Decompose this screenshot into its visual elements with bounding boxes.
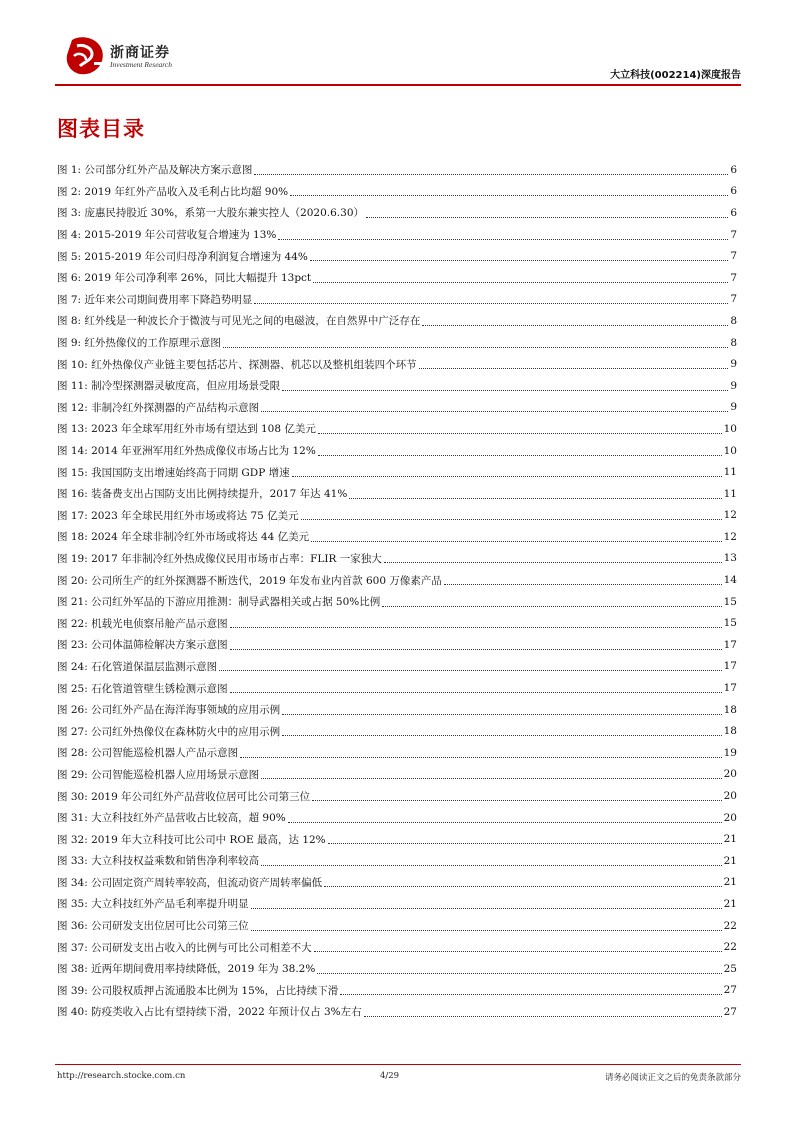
toc-entry-page[interactable]: 9 [730,401,737,414]
footer-page-number: 4/29 [380,1071,400,1081]
toc-entry[interactable] [57,245,737,267]
toc-entry[interactable] [57,634,737,656]
toc-entry-leader [310,251,728,261]
toc-entry[interactable] [57,893,737,915]
toc-entry-page[interactable]: 18 [723,725,737,738]
toc-entry-leader [301,510,722,520]
toc-entry-page[interactable]: 12 [723,530,737,543]
toc-entry-leader [261,856,722,866]
toc-entry-label[interactable]: 图 13: 2023 年全球军用红外市场有望达到 108 亿美元 [57,423,316,436]
toc-entry-leader [311,532,721,542]
toc-entry-leader [318,446,722,456]
toc-entry[interactable] [57,612,737,634]
toc-entry-page[interactable]: 7 [730,228,737,241]
toc-entry-leader [340,985,721,995]
toc-entry[interactable] [57,828,737,850]
toc-entry-leader [230,618,722,628]
toc-entry[interactable] [57,807,737,829]
toc-entry-label[interactable]: 图 29: 公司智能巡检机器人应用场景示意图 [57,768,260,781]
toc-entry[interactable] [57,915,737,937]
toc-entry-label[interactable]: 图 18: 2024 年全球非制冷红外市场或将达 44 亿美元 [57,531,310,544]
toc-entry-leader [328,834,722,844]
toc-entry-leader [312,791,721,801]
toc-entry-label[interactable]: 图 16: 装备费支出占国防支出比例持续提升，2017 年达 41% [57,488,348,501]
toc-entry-page[interactable]: 20 [723,811,737,824]
toc-entry-leader [382,597,721,607]
toc-entry[interactable] [57,850,737,872]
toc-entry-label[interactable]: 图 28: 公司智能巡检机器人产品示意图 [57,747,239,760]
toc-entry-label[interactable]: 图 38: 近两年期间费用率持续降低，2019 年为 38.2% [57,963,316,976]
toc-entry-label[interactable]: 图 36: 公司研发支出位居可比公司第三位 [57,920,249,933]
toc-entry[interactable] [57,224,737,246]
toc-entry-leader [261,769,722,779]
toc-entry-leader [444,575,722,585]
toc-entry-page[interactable]: 15 [723,617,737,630]
toc-entry-page[interactable]: 20 [723,790,737,803]
report-title: 大立科技(002214)深度报告 [610,70,741,81]
toc-entry-page[interactable]: 22 [723,919,737,932]
toc-entry-label[interactable]: 图 15: 我国国防支出增速始终高于同期 GDP 增速 [57,466,290,479]
toc-entry-page[interactable]: 21 [723,897,737,910]
toc-entry-label[interactable]: 图 37: 公司研发支出占收入的比例与可比公司相差不大 [57,941,312,954]
toc-entry-page[interactable]: 27 [723,1005,737,1018]
toc-entry-page[interactable]: 17 [723,660,737,673]
header-divider [55,84,741,86]
toc-entry-page[interactable]: 17 [723,682,737,695]
toc-entry-label[interactable]: 图 19: 2017 年非制冷红外热成像仪民用市场市占率：FLIR 一家独大 [57,552,382,565]
toc-entry-leader [364,1007,722,1017]
toc-entry-label[interactable]: 图 12: 非制冷红外探测器的产品结构示意图 [57,401,260,414]
toc-entry-page[interactable]: 7 [730,293,737,306]
toc-entry-label[interactable]: 图 31: 大立科技红外产品营收占比较高，超 90% [57,812,286,825]
toc-entry[interactable] [57,483,737,505]
toc-entry-page[interactable]: 8 [730,336,737,349]
toc-entry-page[interactable]: 21 [723,833,737,846]
toc-entry-page[interactable]: 8 [730,314,737,327]
toc-entry[interactable] [57,505,737,527]
toc-entry-page[interactable]: 11 [723,466,737,479]
toc-entry[interactable] [57,936,737,958]
toc-entry-leader [251,899,722,909]
toc-entry-leader [288,813,722,823]
toc-entry[interactable] [57,958,737,980]
toc-entry-label[interactable]: 图 27: 公司红外热像仪在森林防火中的应用示例 [57,725,281,738]
toc-entry[interactable] [57,159,737,181]
toc-entry[interactable] [57,289,737,311]
toc-entry-page[interactable]: 22 [723,941,737,954]
toc-entry-label[interactable]: 图 7: 近年来公司期间费用率下降趋势明显 [57,293,253,306]
toc-entry-leader [366,208,728,218]
toc-entry-leader [290,186,728,196]
logo-english-name: Investment Research [110,60,172,69]
toc-entry-label[interactable]: 图 39: 公司股权质押占流通股本比例为 15%，占比持续下滑 [57,984,339,997]
toc-entry-page[interactable]: 12 [723,509,737,522]
toc-entry-label[interactable]: 图 35: 大立科技红外产品毛利率提升明显 [57,898,249,911]
toc-entry[interactable] [57,720,737,742]
toc-entry[interactable] [57,1001,737,1023]
toc-entry[interactable] [57,397,737,419]
toc-entry-label[interactable]: 图 8: 红外线是一种波长介于微波与可见光之间的电磁波，在自然界中广泛存在 [57,315,421,328]
toc-entry-leader [240,748,722,758]
toc-entry-page[interactable]: 6 [730,206,737,219]
toc-entry-page[interactable]: 10 [723,422,737,435]
toc-list [57,159,737,1023]
toc-entry-page[interactable]: 10 [723,444,737,457]
toc-entry-label[interactable]: 图 33: 大立科技权益乘数和销售净利率较高 [57,855,260,868]
toc-entry[interactable] [57,526,737,548]
toc-entry-page[interactable]: 13 [723,552,737,565]
toc-entry-leader [282,381,728,391]
toc-entry-label[interactable]: 图 14: 2014 年亚洲军用红外热成像仪市场占比为 12% [57,445,316,458]
toc-entry[interactable] [57,353,737,375]
toc-entry-label[interactable]: 图 4: 2015-2019 年公司营收复合增速为 13% [57,229,277,242]
toc-entry-label[interactable]: 图 5: 2015-2019 年公司归母净利润复合增速为 44% [57,250,308,263]
toc-entry-label[interactable]: 图 21: 公司红外军品的下游应用推测：制导武器相关或占据 50%比例 [57,596,381,609]
toc-entry-label[interactable]: 图 30: 2019 年公司红外产品营收位居可比公司第三位 [57,790,311,803]
toc-entry-label[interactable]: 图 3: 庞惠民持股近 30%，系第一大股东兼实控人（2020.6.30） [57,207,365,220]
toc-entry-label[interactable]: 图 25: 石化管道管壁生锈检测示意图 [57,682,228,695]
toc-entry[interactable] [57,742,737,764]
toc-entry-leader [261,402,728,412]
toc-entry[interactable] [57,310,737,332]
toc-entry[interactable] [57,569,737,591]
toc-entry-label[interactable]: 图 6: 2019 年公司净利率 26%，同比大幅提升 13pct [57,272,312,285]
toc-entry[interactable] [57,656,737,678]
toc-entry[interactable] [57,202,737,224]
toc-entry-page[interactable]: 7 [730,250,737,263]
toc-entry-leader [313,273,728,283]
toc-entry-leader [278,230,728,240]
toc-entry-leader [314,942,722,952]
toc-entry-label[interactable]: 图 17: 2023 年全球民用红外市场或将达 75 亿美元 [57,509,299,522]
toc-entry-leader [282,705,722,715]
toc-entry-leader [419,359,729,369]
toc-entry[interactable] [57,181,737,203]
toc-entry-leader [282,726,722,736]
toc-entry[interactable] [57,461,737,483]
toc-entry-label[interactable]: 图 40: 防疫类收入占比有望持续下滑，2022 年预计仅占 3%左右 [57,1006,362,1019]
toc-entry-label[interactable]: 图 26: 公司红外产品在海洋海事领域的应用示例 [57,704,281,717]
toc-entry-page[interactable]: 14 [723,574,737,587]
footer-disclaimer-note: 请务必阅读正文之后的免责条款部分 [604,1073,741,1083]
toc-entry-page[interactable]: 25 [723,962,737,975]
toc-entry-leader [349,489,721,499]
toc-entry-page[interactable]: 9 [730,358,737,371]
toc-heading: 图表目录 [57,117,145,141]
toc-entry[interactable] [57,872,737,894]
toc-entry-leader [422,316,728,326]
toc-entry-leader [223,338,728,348]
toc-entry[interactable] [57,440,737,462]
toc-entry-label[interactable]: 图 9: 红外热像仪的工作原理示意图 [57,337,221,350]
toc-entry-leader [254,294,728,304]
toc-entry-label[interactable]: 图 23: 公司体温筛检解决方案示意图 [57,639,228,652]
footer-divider [55,1064,741,1065]
toc-entry[interactable] [57,267,737,289]
toc-entry-label[interactable]: 图 22: 机载光电侦察吊舱产品示意图 [57,617,228,630]
toc-entry-page[interactable]: 21 [723,876,737,889]
toc-entry-page[interactable]: 19 [723,746,737,759]
toc-entry-leader [230,640,722,650]
toc-entry-page[interactable]: 17 [723,638,737,651]
toc-entry[interactable] [57,418,737,440]
zheshang-logo-icon [64,36,106,76]
toc-entry-label[interactable]: 图 2: 2019 年红外产品收入及毛利占比均超 90% [57,185,289,198]
toc-entry[interactable] [57,332,737,354]
logo-chinese-name: 浙商证券 [110,45,170,61]
toc-entry[interactable] [57,677,737,699]
toc-entry-page[interactable]: 11 [723,487,737,500]
page-header [55,36,741,88]
toc-entry-leader [317,964,721,974]
toc-entry-leader [230,683,722,693]
toc-entry-leader [254,165,728,175]
toc-entry[interactable] [57,764,737,786]
toc-entry-label[interactable]: 图 1: 公司部分红外产品及解决方案示意图 [57,164,253,177]
toc-entry[interactable] [57,980,737,1002]
toc-entry-label[interactable]: 图 11: 制冷型探测器灵敏度高，但应用场景受限 [57,380,281,393]
footer-url-link[interactable]: http://research.stocke.com.cn [57,1071,186,1081]
toc-entry-page[interactable]: 7 [730,271,737,284]
toc-entry-label[interactable]: 图 24: 石化管道保温层监测示意图 [57,660,218,673]
toc-entry-label[interactable]: 图 34: 公司固定资产周转率较高，但流动资产周转率偏低 [57,876,323,889]
toc-entry-page[interactable]: 21 [723,854,737,867]
toc-entry-leader [318,424,722,434]
toc-entry-leader [251,921,722,931]
toc-entry-page[interactable]: 27 [723,984,737,997]
toc-entry-label[interactable]: 图 20: 公司所生产的红外探测器不断迭代，2019 年发布业内首款 600 万像素产品 [57,574,442,587]
toc-entry-leader [324,877,722,887]
toc-entry-leader [292,467,722,477]
toc-entry-page[interactable]: 15 [723,595,737,608]
toc-entry-page[interactable]: 6 [730,163,737,176]
toc-entry[interactable] [57,591,737,613]
toc-entry[interactable] [57,785,737,807]
toc-entry-leader [219,661,722,671]
toc-entry-leader [384,553,722,563]
toc-entry[interactable] [57,548,737,570]
toc-entry-label[interactable]: 图 10: 红外热像仪产业链主要包括芯片、探测器、机芯以及整机组装四个环节 [57,358,417,371]
toc-entry-page[interactable]: 18 [723,703,737,716]
toc-entry-page[interactable]: 9 [730,379,737,392]
toc-entry-page[interactable]: 20 [723,768,737,781]
toc-entry-label[interactable]: 图 32: 2019 年大立科技可比公司中 ROE 最高，达 12% [57,833,326,846]
toc-entry[interactable] [57,375,737,397]
toc-entry-page[interactable]: 6 [730,185,737,198]
toc-entry[interactable] [57,699,737,721]
